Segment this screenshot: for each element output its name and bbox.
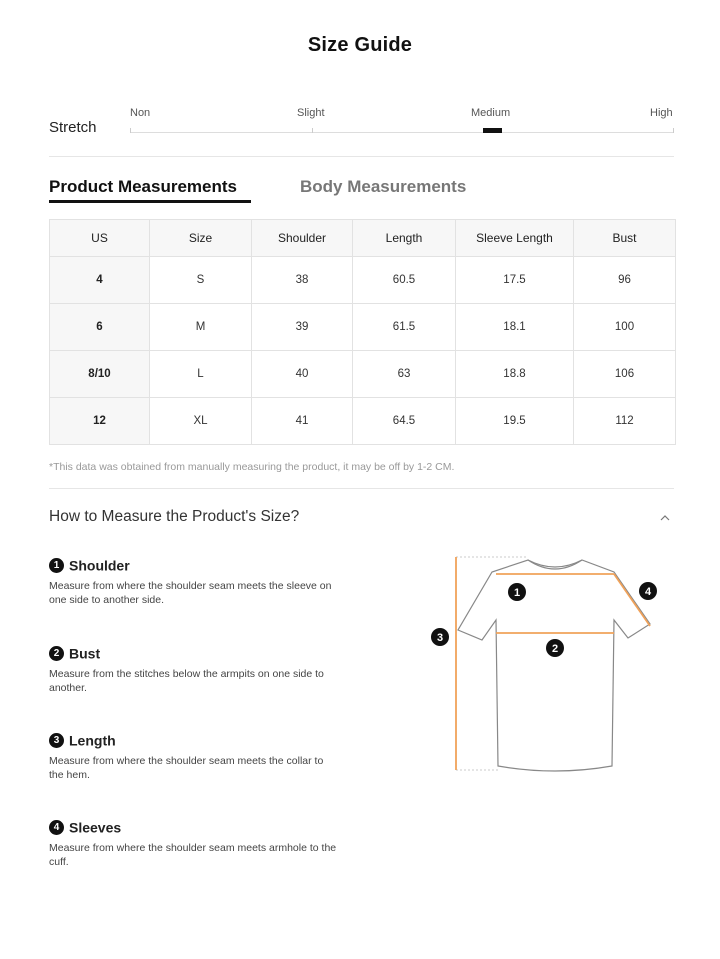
measure-name: Length <box>69 732 116 749</box>
measure-heading <box>49 644 339 661</box>
chevron-up-icon[interactable] <box>660 513 670 523</box>
table-cell: 63 <box>353 351 456 398</box>
diagram-badge-3 <box>431 628 449 646</box>
stretch-level-slight: Slight <box>297 107 325 119</box>
stretch-selected-marker <box>483 128 502 133</box>
measure-heading <box>49 556 339 573</box>
column-header-sleeve-length: Sleeve Length <box>456 220 574 257</box>
tab-product-measurements[interactable]: Product Measurements <box>49 177 237 196</box>
stretch-tick <box>673 128 674 133</box>
table-cell: M <box>150 304 252 351</box>
active-tab-underline <box>49 200 251 203</box>
table-cell: 64.5 <box>353 398 456 445</box>
column-header-bust: Bust <box>574 220 676 257</box>
measure-name: Bust <box>69 645 101 662</box>
page-title: Size Guide <box>307 34 413 56</box>
measure-item-length <box>49 731 339 782</box>
measure-name: Shoulder <box>69 557 130 574</box>
number-badge: 1 <box>49 558 64 573</box>
stretch-tick <box>130 128 131 133</box>
table-cell: 60.5 <box>353 257 456 304</box>
column-header-shoulder: Shoulder <box>252 220 353 257</box>
measure-item-bust <box>49 644 339 695</box>
svg-text:4: 4 <box>644 586 652 598</box>
measure-heading <box>49 818 339 835</box>
table-cell: 4 <box>50 257 150 304</box>
column-header-length: Length <box>353 220 456 257</box>
column-header-us: US <box>50 220 150 257</box>
table-cell: 12 <box>50 398 150 445</box>
table-cell: 96 <box>574 257 676 304</box>
table-cell: 8/10 <box>50 351 150 398</box>
table-cell: 61.5 <box>353 304 456 351</box>
table-row <box>50 304 676 351</box>
table-cell: 19.5 <box>456 398 574 445</box>
stretch-level-high: High <box>650 107 673 119</box>
svg-text:2: 2 <box>551 643 559 655</box>
diagram-badge-4 <box>639 582 657 600</box>
table-cell: 39 <box>252 304 353 351</box>
stretch-tick <box>312 128 313 133</box>
table-cell: 106 <box>574 351 676 398</box>
measurement-footnote: *This data was obtained from manually measuring the product, it may be off by 1-2 CM. <box>49 461 455 473</box>
measure-description: Measure from the stitches below the armpits on one side to another. <box>49 668 324 695</box>
measure-description: Measure from where the shoulder seam meets armhole to the cuff. <box>49 842 337 869</box>
measure-description: Measure from where the shoulder seam meets the collar to the hem. <box>49 755 324 782</box>
tab-body-measurements[interactable]: Body Measurements <box>300 177 467 196</box>
table-cell: 17.5 <box>456 257 574 304</box>
table-cell: XL <box>150 398 252 445</box>
table-cell: 40 <box>252 351 353 398</box>
table-cell: 38 <box>252 257 353 304</box>
svg-text:3: 3 <box>436 632 444 644</box>
measure-item-sleeves <box>49 818 339 869</box>
table-header-row <box>50 220 676 257</box>
stretch-level-non: Non <box>130 107 151 119</box>
diagram-badge-1 <box>508 583 526 601</box>
tshirt-outline <box>458 560 650 771</box>
table-cell: 41 <box>252 398 353 445</box>
measure-heading <box>49 731 339 748</box>
table-cell: 6 <box>50 304 150 351</box>
measure-item-shoulder <box>49 556 339 607</box>
table-cell: L <box>150 351 252 398</box>
table-cell: 18.1 <box>456 304 574 351</box>
size-table <box>49 219 676 445</box>
stretch-scale-line <box>130 132 674 133</box>
number-badge: 4 <box>49 820 64 835</box>
column-header-size: Size <box>150 220 252 257</box>
number-badge: 2 <box>49 646 64 661</box>
divider <box>49 156 674 157</box>
table-row <box>50 398 676 445</box>
svg-text:1: 1 <box>513 587 521 599</box>
table-cell: S <box>150 257 252 304</box>
measure-description: Measure from where the shoulder seam meets the sleeve on one side to another side. <box>49 580 332 607</box>
tshirt-measurement-diagram <box>420 550 670 780</box>
stretch-label: Stretch <box>49 119 97 136</box>
number-badge: 3 <box>49 733 64 748</box>
how-to-measure-title[interactable]: How to Measure the Product's Size? <box>49 508 300 525</box>
table-cell: 18.8 <box>456 351 574 398</box>
table-cell: 112 <box>574 398 676 445</box>
stretch-level-medium: Medium <box>471 107 511 119</box>
table-row <box>50 257 676 304</box>
divider <box>49 488 674 489</box>
diagram-badge-2 <box>546 639 564 657</box>
table-cell: 100 <box>574 304 676 351</box>
table-row <box>50 351 676 398</box>
measure-name: Sleeves <box>69 819 122 836</box>
